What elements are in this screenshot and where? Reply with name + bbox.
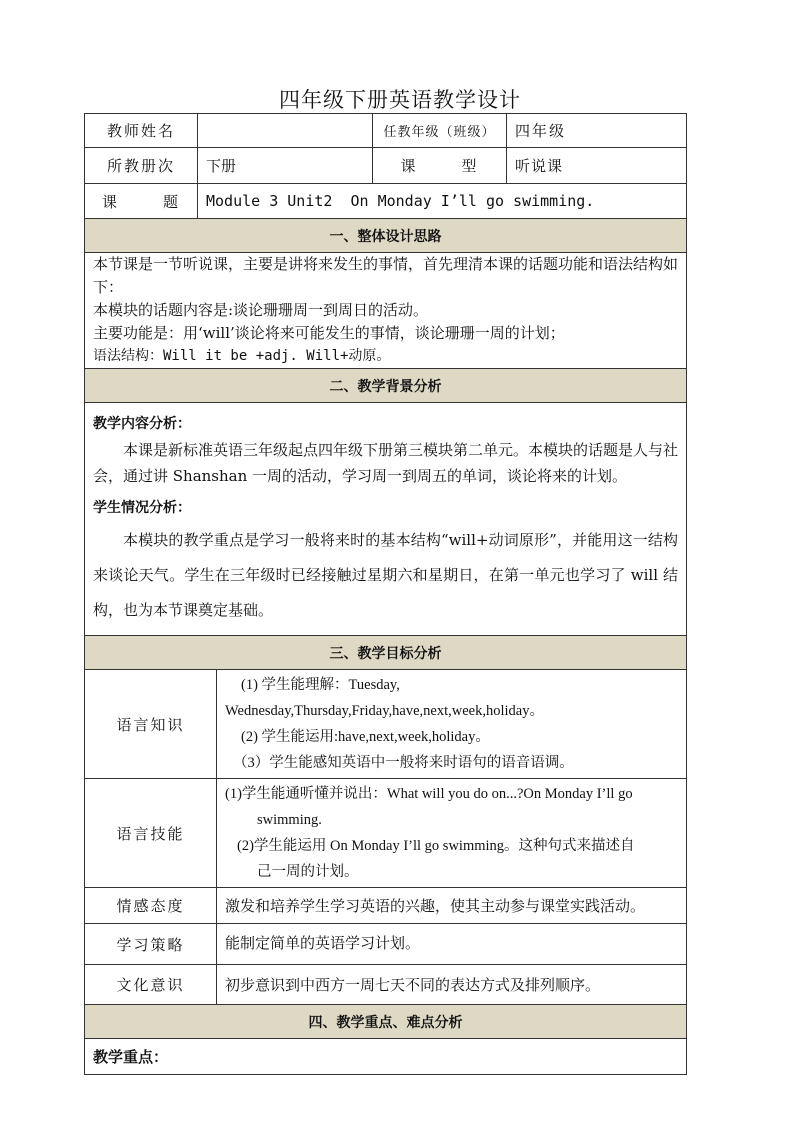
objective-content: [217, 779, 687, 888]
page-title: 四年级下册英语教学设计: [279, 88, 521, 112]
objective-line: (2)学生能运用 On Monday I’ll go swimming。这种句式来描述自: [237, 838, 635, 854]
objective-row-knowledge: [85, 670, 687, 779]
section2-heading: 二、教学背景分析: [85, 369, 687, 403]
objective-line: swimming.: [257, 812, 322, 828]
objective-label: 语言技能: [85, 779, 217, 888]
objective-label: 语言知识: [85, 670, 217, 779]
section3-header-row: [85, 636, 687, 670]
objective-label: 学习策略: [85, 924, 217, 965]
section3-heading: 三、教学目标分析: [85, 636, 687, 670]
objective-row-culture: [85, 965, 687, 1005]
topic-value: Module 3 Unit2 On Monday I’ll go swimming.: [198, 184, 687, 219]
topic-label: 课 题: [85, 184, 198, 219]
type-value: 听说课: [507, 148, 687, 184]
grade-value: 四年级: [507, 114, 687, 148]
objective-row-skills: [85, 779, 687, 888]
section1-body: [85, 253, 687, 369]
objective-line: (1) 学生能理解：Tuesday,: [241, 677, 400, 693]
teacher-row: [85, 114, 687, 148]
student-analysis-text: 本模块的教学重点是学习一般将来时的基本结构“will+动词原形”，并能用这一结构来谈论天气。学生在三年级时已经接触过星期六和星期日，在第一单元也学习了 will 结构，也为本节课奠定基础。: [93, 531, 678, 619]
topic-row: [85, 184, 687, 219]
objective-line: (2) 学生能运用:have,next,week,holiday。: [241, 729, 490, 745]
objective-content: 能制定简单的英语学习计划。: [217, 924, 687, 965]
objective-line: 己一周的计划。: [257, 864, 359, 880]
grade-label: 任教年级（班级）: [373, 114, 507, 148]
student-analysis-title: 学生情况分析：: [93, 500, 191, 516]
objective-content: 初步意识到中西方一周七天不同的表达方式及排列顺序。: [217, 965, 687, 1005]
objective-content: [217, 670, 687, 779]
content-analysis-title: 教学内容分析：: [93, 416, 191, 432]
objective-line: （3）学生能感知英语中一般将来时语句的语音语调。: [233, 755, 574, 771]
section2-body: [85, 403, 687, 636]
objective-row-strategy: [85, 924, 687, 965]
volume-row: [85, 148, 687, 184]
key-points-title: 教学重点：: [85, 1039, 687, 1075]
section2-header-row: [85, 369, 687, 403]
objective-row-attitude: [85, 888, 687, 924]
section1-line: 语法结构：Will it be +adj. Will+动原。: [93, 348, 391, 364]
section4-body-row: [85, 1039, 687, 1075]
volume-value: 下册: [198, 148, 373, 184]
section2-body-row: [85, 403, 687, 636]
section1-line: 主要功能是：用‘will’谈论将来可能发生的事情，谈论珊珊一周的计划；: [93, 324, 565, 342]
section1-heading: 一、整体设计思路: [85, 219, 687, 253]
objective-line: Wednesday,Thursday,Friday,have,next,week,holiday。: [225, 703, 544, 719]
section4-header-row: [85, 1005, 687, 1039]
section1-line: 本模块的话题内容是:谈论珊珊周一到周日的活动。: [93, 301, 429, 319]
teacher-label: 教师姓名: [85, 114, 198, 148]
volume-label: 所教册次: [85, 148, 198, 184]
lesson-plan-table: [84, 113, 687, 1075]
objective-line: (1)学生能通听懂并说出：What will you do on...?On Monday I’ll go: [225, 786, 633, 802]
teacher-value: [198, 114, 373, 148]
section4-heading: 四、教学重点、难点分析: [85, 1005, 687, 1039]
section1-body-row: [85, 253, 687, 369]
section1-line: 本节课是一节听说课，主要是讲将来发生的事情，首先理清本课的话题功能和语法结构如下：: [93, 255, 679, 296]
type-label: 课 型: [373, 148, 507, 184]
section1-header-row: [85, 219, 687, 253]
objective-label: 情感态度: [85, 888, 217, 924]
content-analysis-text: 本课是新标准英语三年级起点四年级下册第三模块第二单元。本模块的话题是人与社会，通过讲 Shanshan 一周的活动，学习周一到周五的单词，谈论将来的计划。: [93, 441, 679, 485]
objective-content: 激发和培养学生学习英语的兴趣，使其主动参与课堂实践活动。: [217, 888, 687, 924]
objective-label: 文化意识: [85, 965, 217, 1005]
